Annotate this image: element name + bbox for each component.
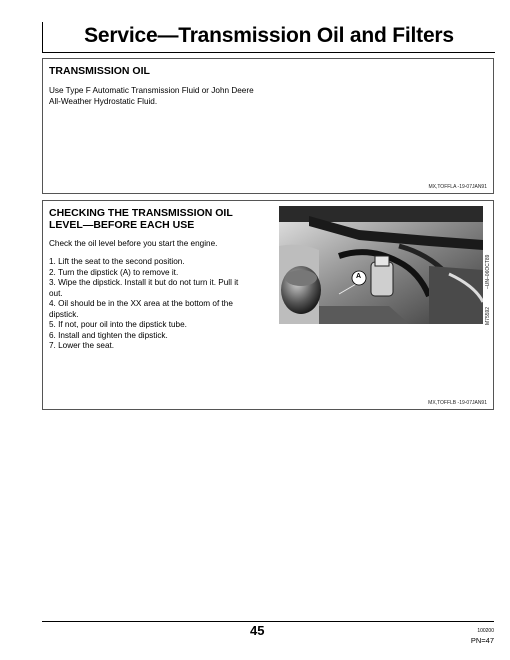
footer-rule xyxy=(42,621,494,622)
dipstick-photo xyxy=(279,206,483,324)
step-line: 6. Install and tighten the dipstick. xyxy=(49,330,168,340)
section-heading: TRANSMISSION OIL xyxy=(49,65,150,77)
step-line: dipstick. xyxy=(49,309,79,319)
section-transmission-oil xyxy=(42,58,494,194)
body-text: All-Weather Hydrostatic Fluid. xyxy=(49,96,158,106)
step-line: 2. Turn the dipstick (A) to remove it. xyxy=(49,267,179,277)
section-checking-oil-level xyxy=(42,200,494,410)
step-line: 1. Lift the seat to the second position. xyxy=(49,257,185,266)
reference-code: MX,TOFFLA -19-07JAN91 xyxy=(428,184,487,190)
step-line: 4. Oil should be in the XX area at the bottom of the xyxy=(49,299,233,308)
pn-label: PN=47 xyxy=(470,636,494,645)
callout-a-label: A xyxy=(356,273,362,280)
step-line: 7. Lower the seat. xyxy=(49,341,115,350)
page-number: 45 xyxy=(250,623,265,638)
body-text: Use Type F Automatic Transmission Fluid or John Deere xyxy=(49,86,254,95)
step-line: out. xyxy=(49,288,63,298)
step-line: 5. If not, pour oil into the dipstick tube. xyxy=(49,320,187,329)
photo-side-ref: –UN–06OCT89 xyxy=(485,254,491,289)
reference-code: MX,TOFFLB -19-07JAN91 xyxy=(428,400,487,406)
photo-figure-id: M75592 xyxy=(485,306,491,325)
section-heading-line1: CHECKING THE TRANSMISSION OIL xyxy=(49,207,233,219)
section-heading-line2: LEVEL—BEFORE EACH USE xyxy=(49,219,195,231)
footer-code: 100200 xyxy=(477,628,494,634)
intro-text: Check the oil level before you start the engine. xyxy=(49,239,218,248)
title-bar xyxy=(42,22,495,53)
page-title: Service—Transmission Oil and Filters xyxy=(84,24,454,47)
step-line: 3. Wipe the dipstick. Install it but do not turn it. Pull it xyxy=(49,278,239,287)
dipstick-photo-illustration xyxy=(279,206,483,324)
